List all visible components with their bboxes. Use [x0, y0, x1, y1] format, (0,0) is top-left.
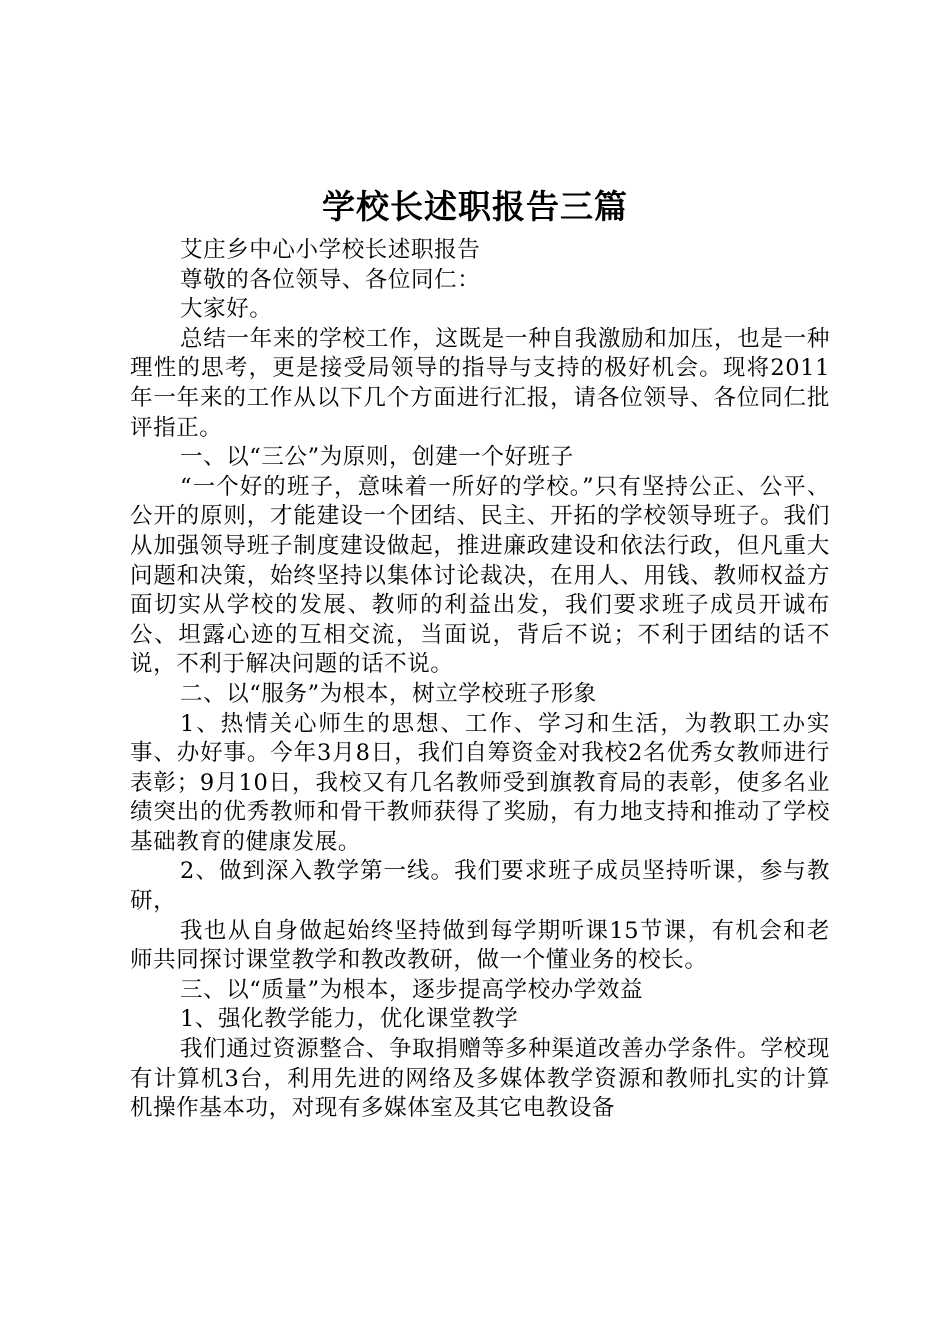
section-3-subheading-1: 1、强化教学能力，优化课堂教学: [180, 1006, 519, 1033]
salutation: 尊敬的各位领导、各位同仁：: [180, 266, 481, 293]
section-2-item-1: 1、热情关心师生的思想、工作、学习和生活，为教职工办实事、办好事。今年3月8日，我们自筹资金对我校2名优秀女教师进行表彰；9月10日，我校又有几名教师受到旗教育局的表彰，使多名业绩突出的优秀教师和骨干教师获得了奖励，有力地支持和推动了学校基础教育的健康发展。: [130, 710, 830, 855]
section-2-item-2: 2、做到深入教学第一线。我们要求班子成员坚持听课，参与教研，: [130, 858, 830, 915]
section-heading-1: 一、以“三公”为原则，创建一个好班子: [180, 444, 574, 471]
document-title: 学校长述职报告三篇: [322, 187, 628, 226]
greeting: 大家好。: [180, 296, 273, 323]
section-2-item-2-continued: 我也从自身做起始终坚持做到每学期听课15节课，有机会和老师共同探讨课堂教学和教改教研，做一个懂业务的校长。: [130, 917, 830, 974]
document-body: [130, 236, 830, 1124]
section-1-paragraph: “一个好的班子，意味着一所好的学校。”只有坚持公正、公平、公开的原则，才能建设一个团结、民主、开拓的学校领导班子。我们从加强领导班子制度建设做起，推进廉政建设和依法行政，但凡重大问题和决策，始终坚持以集体讨论裁决，在用人、用钱、教师权益方面切实从学校的发展、教师的利益出发，我们要求班子成员开诚布公、坦露心迹的互相交流，当面说，背后不说；不利于团结的话不说，不利于解决问题的话不说。: [130, 473, 830, 678]
intro-paragraph: 总结一年来的学校工作，这既是一种自我激励和加压，也是一种理性的思考，更是接受局领导的指导与支持的极好机会。现将2011年一年来的工作从以下几个方面进行汇报，请各位领导、各位同仁批评指正。: [130, 325, 830, 441]
report-heading-line: 艾庄乡中心小学校长述职报告: [180, 237, 481, 263]
section-heading-2: 二、以“服务”为根本，树立学校班子形象: [180, 680, 597, 707]
section-3-paragraph: 我们通过资源整合、争取捐赠等多种渠道改善办学条件。学校现有计算机3台，利用先进的网络及多媒体教学资源和教师扎实的计算机操作基本功，对现有多媒体室及其它电教设备: [130, 1036, 830, 1122]
section-heading-3: 三、以“质量”为根本，逐步提高学校办学效益: [180, 976, 644, 1003]
